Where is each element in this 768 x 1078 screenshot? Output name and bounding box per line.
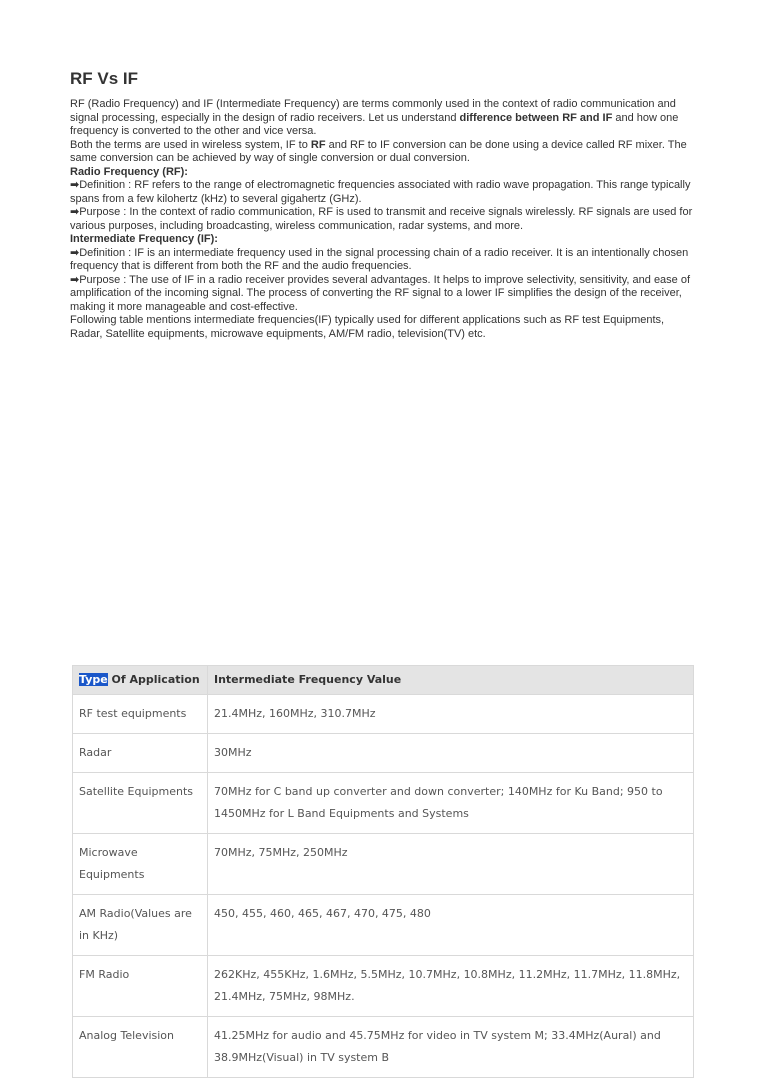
if-table [72,665,694,1078]
rf-definition [70,179,695,206]
header-frequency: Intermediate Frequency Value [208,666,694,695]
table-row [73,695,694,734]
arrow-icon: ➡ [70,206,80,218]
table-row [73,1017,694,1078]
cell-frequency: 41.25MHz for audio and 45.75MHz for video in TV system M; 33.4MHz(Aural) and 38.9MHz(Visual) in TV system B [208,1017,694,1078]
arrow-icon: ➡ [70,179,80,191]
rf-definition-text: Definition : RF refers to the range of electromagnetic frequencies associated with radio wave propagation. This range typically spans from a few kilohertz (kHz) to several gigahertz (GHz). [70,179,691,205]
intro-paragraph-1 [70,98,695,139]
article [70,68,695,341]
intro-bold-rf: RF [310,138,326,151]
cell-frequency: 70MHz for C band up converter and down converter; 140MHz for Ku Band; 950 to 1450MHz for L Band Equipments and Systems [208,773,694,834]
table-row [73,834,694,895]
header-application-rest: Of Application [107,673,200,686]
table-row [73,895,694,956]
arrow-icon: ➡ [70,246,80,259]
rf-purpose [70,206,695,233]
table-row [73,734,694,773]
table-row [73,773,694,834]
table-intro: Following table mentions intermediate frequencies(IF) typically used for different applications such as RF test Equipments, Radar, Satellite equipments, microwave equipments, AM/FM radio, television(TV) etc. [70,314,665,340]
cell-application: Analog Television [73,1017,208,1078]
header-application [73,666,208,695]
rf-purpose-text: Purpose : In the context of radio communication, RF is used to transmit and receive signals wirelessly. RF signals are used for various purposes, including broadcasting, wireless communication, radar systems, and more. [70,206,693,232]
cell-frequency: 70MHz, 75MHz, 250MHz [208,834,694,895]
if-definition-text: Definition : IF is an intermediate frequency used in the signal processing chain of a radio receiver. It is an intentionally chosen frequency that is different from both the RF and the audio frequencies. [70,246,689,272]
cell-frequency: 450, 455, 460, 465, 467, 470, 475, 480 [208,895,694,956]
cell-application: Radar [73,734,208,773]
cell-application: RF test equipments [73,695,208,734]
intro-paragraph-2 [70,139,695,166]
cell-application: Satellite Equipments [73,773,208,834]
intro-text: RF (Radio Frequency) and IF (Intermediate Frequency) are terms commonly used in the context of radio communication and signal processing, especially in the design of radio receivers. Let us understand [70,98,676,124]
arrow-icon: ➡ [70,273,80,286]
table-row [73,956,694,1017]
if-purpose [70,274,695,315]
cell-application: AM Radio(Values are in KHz) [73,895,208,956]
rf-heading: Radio Frequency (RF): [70,165,188,178]
cell-application: FM Radio [73,956,208,1017]
if-heading: Intermediate Frequency (IF): [70,233,218,245]
page-title: RF Vs IF [70,69,139,88]
cell-frequency: 262KHz, 455KHz, 1.6MHz, 5.5MHz, 10.7MHz, 10.8MHz, 11.2MHz, 11.7MHz, 11.8MHz, 21.4MHz, 75MHz, 98MHz. [208,956,694,1017]
intro-text: Both the terms are used in wireless system, IF to [70,138,311,151]
intro-text: and how one frequency is converted to the other and vice versa. [70,111,679,137]
cell-frequency: 30MHz [208,734,694,773]
intro-text: and RF to IF conversion can be done using a device called RF mixer. The same conversion can be achieved by way of single conversion or dual conversion. [70,138,687,164]
if-definition [70,247,695,274]
if-table-container [72,665,694,1078]
intro-bold-phrase: difference between RF and IF [459,111,613,124]
if-purpose-text: Purpose : The use of IF in a radio receiver provides several advantages. It helps to improve selectivity, sensitivity, and ease of amplification of the incoming signal. The process of converting the RF signal to a lower IF simplifies the design of the receiver, making it more manageable and cost-effective. [70,273,691,313]
selected-text-highlight[interactable]: Type [79,673,108,686]
cell-application: Microwave Equipments [73,834,208,895]
table-header-row [73,666,694,695]
cell-frequency: 21.4MHz, 160MHz, 310.7MHz [208,695,694,734]
